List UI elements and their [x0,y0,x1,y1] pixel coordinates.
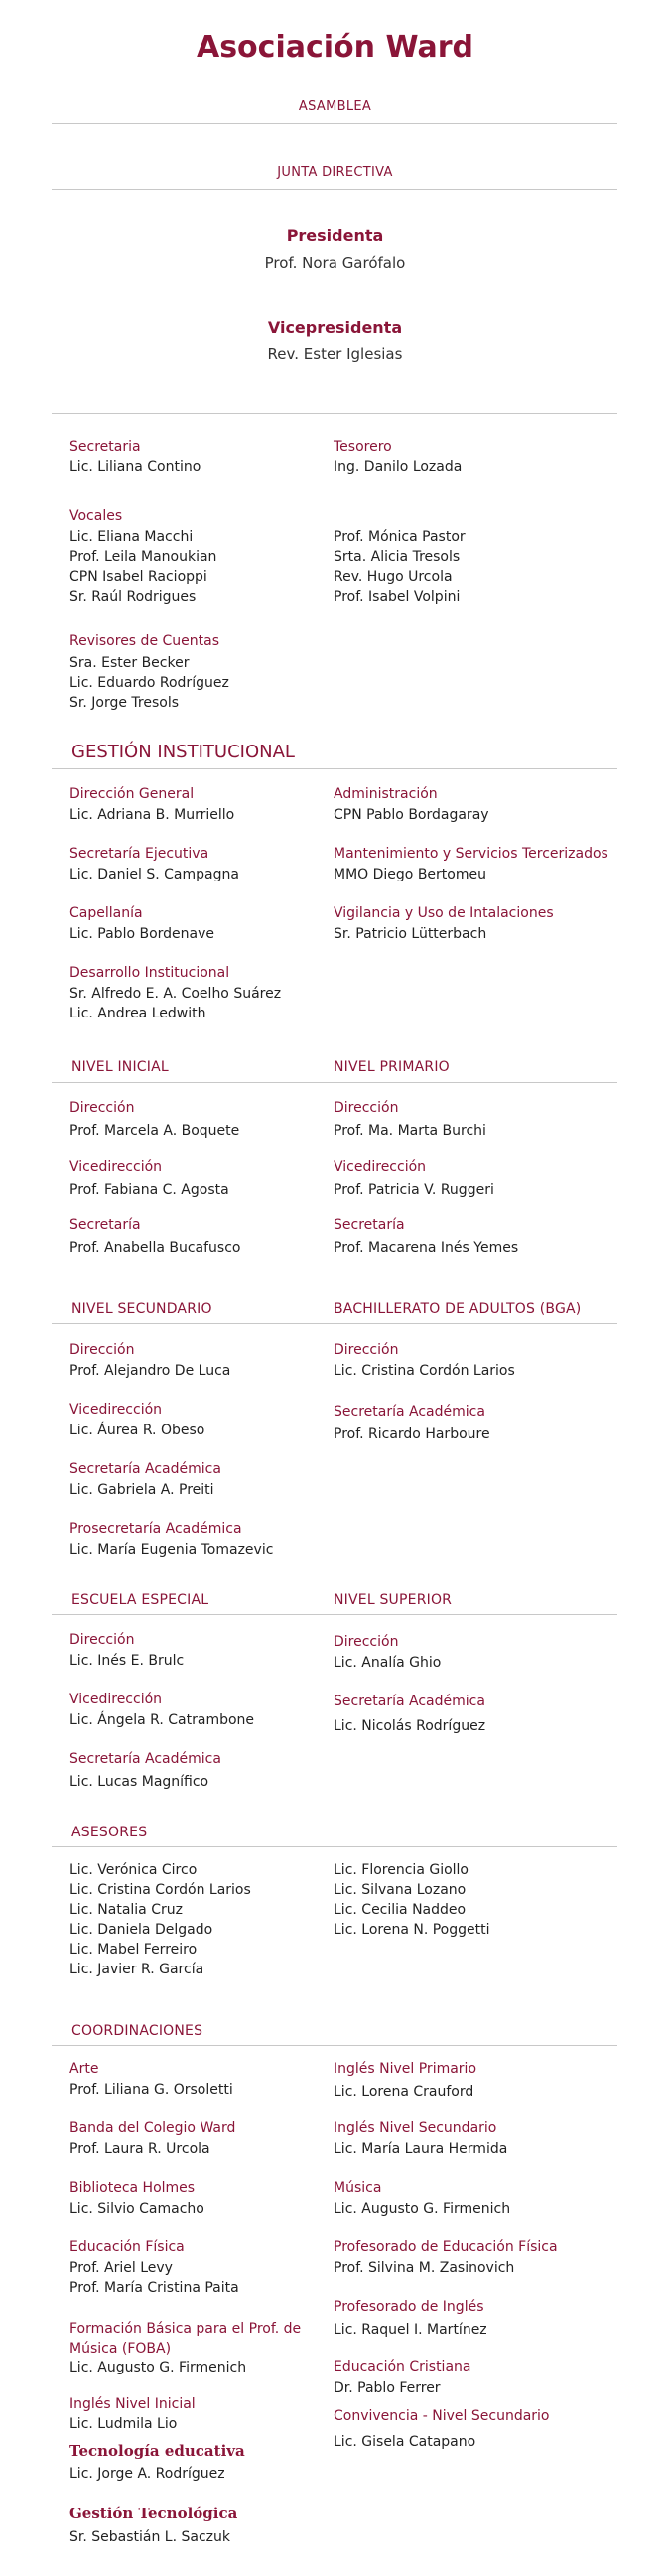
inicial-role-label: Secretaría [69,1217,141,1233]
nivel-inicial-title: NIVEL INICIAL [71,1059,169,1075]
secundario-role-label: Secretaría Académica [69,1461,221,1477]
divider [52,413,617,414]
secundario-role-name: Lic. Gabriela A. Preiti [69,1482,214,1498]
coord-name: Sr. Sebastián L. Saczuk [69,2529,230,2545]
vocal-name: Prof. Leila Manoukian [69,549,217,565]
coord-name: Prof. Silvina M. Zasinovich [334,2260,515,2276]
escuela-especial-title: ESCUELA ESPECIAL [71,1592,209,1608]
coord-name: Lic. Lorena Crauford [334,2084,474,2100]
secundario-role-label: Vicedirección [69,1402,163,1418]
gestion-role-name: Lic. Pablo Bordenave [69,926,215,942]
gestion-role-label: Dirección General [69,786,195,802]
vocal-name: Prof. Mónica Pastor [334,529,466,545]
especial-role-name: Lic. Ángela R. Catrambone [69,1712,255,1728]
coord-label: Profesorado de Inglés [334,2299,484,2315]
coord-label: Educación Cristiana [334,2359,471,2374]
divider [52,2045,617,2046]
especial-role-label: Dirección [69,1632,135,1648]
inicial-role-name: Prof. Marcela A. Boquete [69,1123,240,1139]
coord-name: Prof. Ariel Levy [69,2260,173,2276]
coord-name: Dr. Pablo Ferrer [334,2380,441,2396]
primario-role-name: Prof. Patricia V. Ruggeri [334,1182,494,1198]
gestion-role-label: Capellanía [69,905,143,921]
vicepresidenta-name: Rev. Ester Iglesias [267,345,403,363]
coord-label: Música [334,2180,382,2196]
gestion-role-name: Sr. Patricio Lütterbach [334,926,487,942]
primario-role-name: Prof. Ma. Marta Burchi [334,1123,486,1139]
asesor-name: Lic. Silvana Lozano [334,1882,467,1898]
primario-role-label: Secretaría [334,1217,405,1233]
revisor-name: Sr. Jorge Tresols [69,695,180,711]
inicial-role-name: Prof. Anabella Bucafusco [69,1240,241,1256]
especial-role-label: Secretaría Académica [69,1751,221,1767]
especial-role-label: Vicedirección [69,1692,163,1707]
revisor-name: Lic. Eduardo Rodríguez [69,675,229,691]
vicepresidenta-label: Vicepresidenta [267,318,403,337]
secretaria-label: Secretaria [69,439,141,455]
secundario-role-label: Prosecretaría Académica [69,1521,242,1537]
gestion-role-name: Lic. Adriana B. Murriello [69,807,235,823]
coord-label: Educación Física [69,2239,185,2255]
superior-role-label: Dirección [334,1634,399,1650]
coord-label: Convivencia - Nivel Secundario [334,2408,550,2424]
asesor-name: Lic. Natalia Cruz [69,1902,183,1918]
coord-label: Inglés Nivel Inicial [69,2396,196,2412]
gestion-role-name: MMO Diego Bertomeu [334,867,486,882]
nivel-primario-title: NIVEL PRIMARIO [334,1059,450,1075]
nivel-superior-title: NIVEL SUPERIOR [334,1592,453,1608]
coord-name: Lic. Raquel I. Martínez [334,2322,487,2338]
coord-label: Biblioteca Holmes [69,2180,196,2196]
bga-role-label: Secretaría Académica [334,1404,485,1420]
bga-role-label: Dirección [334,1342,399,1358]
inicial-role-label: Dirección [69,1100,135,1116]
coord-name: Lic. Ludmila Lio [69,2416,178,2432]
nivel-secundario-title: NIVEL SECUNDARIO [71,1301,212,1317]
asesor-name: Lic. Cristina Cordón Larios [69,1882,251,1898]
revisor-name: Sra. Ester Becker [69,655,190,671]
asesor-name: Lic. Florencia Giollo [334,1862,469,1878]
gestion-role-label: Secretaría Ejecutiva [69,846,209,862]
divider [52,1614,617,1615]
divider [52,1323,617,1324]
coord-label: Inglés Nivel Primario [334,2061,477,2077]
asesor-name: Lic. Javier R. García [69,1962,204,1977]
asesores-title: ASESORES [71,1825,148,1840]
vocales-label: Vocales [69,508,123,524]
gestion-role-name: Lic. Daniel S. Campagna [69,867,239,882]
divider [52,123,617,124]
gestion-role-label: Mantenimiento y Servicios Tercerizados [334,846,608,862]
divider [52,768,617,769]
superior-role-name: Lic. Analía Ghio [334,1655,442,1671]
bga-title: BACHILLERATO DE ADULTOS (BGA) [334,1301,582,1317]
gestion-title: GESTIÓN INSTITUCIONAL [71,742,295,762]
vocal-name: Rev. Hugo Urcola [334,569,453,585]
coord-label: Tecnología educativa [69,2442,245,2460]
coord-name: Prof. María Cristina Paita [69,2280,239,2296]
coord-label: Banda del Colegio Ward [69,2120,236,2136]
vocal-name: CPN Isabel Racioppi [69,569,207,585]
gestion-role-name: Lic. Andrea Ledwith [69,1006,206,1021]
vocal-name: Sr. Raúl Rodrigues [69,589,197,605]
presidenta-name: Prof. Nora Garófalo [264,254,406,272]
secundario-role-label: Dirección [69,1342,135,1358]
coord-label: Gestión Tecnológica [69,2505,238,2522]
coord-name: Lic. Augusto G. Firmenich [69,2360,247,2375]
primario-role-name: Prof. Macarena Inés Yemes [334,1240,519,1256]
presidenta-label: Presidenta [286,226,384,245]
secundario-role-name: Prof. Alejandro De Luca [69,1363,231,1379]
gestion-role-label: Vigilancia y Uso de Intalaciones [334,905,554,921]
vocal-name: Lic. Eliana Macchi [69,529,194,545]
gestion-role-label: Administración [334,786,438,802]
primario-role-label: Dirección [334,1100,399,1116]
coord-label: Arte [69,2061,99,2077]
asesor-name: Lic. Lorena N. Poggetti [334,1922,490,1938]
bga-role-name: Lic. Cristina Cordón Larios [334,1363,515,1379]
divider [52,1082,617,1083]
primario-role-label: Vicedirección [334,1159,427,1175]
especial-role-name: Lic. Lucas Magnífico [69,1774,209,1790]
coord-name: Lic. Jorge A. Rodríguez [69,2466,225,2482]
gestion-role-name: Sr. Alfredo E. A. Coelho Suárez [69,986,282,1002]
coord-label: Formación Básica para el Prof. de Música (FOBA) [69,2321,302,2357]
secretaria-name: Lic. Liliana Contino [69,459,201,475]
divider [52,1846,617,1847]
coord-name: Lic. Gisela Catapano [334,2434,476,2450]
gestion-role-label: Desarrollo Institucional [69,965,230,981]
coord-label: Profesorado de Educación Física [334,2239,558,2255]
coord-name: Lic. Augusto G. Firmenich [334,2201,511,2217]
coord-label: Inglés Nivel Secundario [334,2120,497,2136]
gestion-role-name: CPN Pablo Bordagaray [334,807,489,823]
coord-name: Lic. María Laura Hermida [334,2141,508,2157]
especial-role-name: Lic. Inés E. Brulc [69,1653,185,1669]
revisores-label: Revisores de Cuentas [69,633,219,649]
asesor-name: Lic. Mabel Ferreiro [69,1942,198,1958]
page-title: Asociación Ward [196,30,473,65]
bga-role-name: Prof. Ricardo Harboure [334,1426,490,1442]
divider [52,189,617,190]
superior-role-name: Lic. Nicolás Rodríguez [334,1718,486,1734]
tesorero-name: Ing. Danilo Lozada [334,459,463,475]
secundario-role-name: Lic. Áurea R. Obeso [69,1423,205,1438]
coord-name: Lic. Silvio Camacho [69,2201,204,2217]
inicial-role-name: Prof. Fabiana C. Agosta [69,1182,229,1198]
coord-name: Prof. Liliana G. Orsoletti [69,2082,233,2098]
inicial-role-label: Vicedirección [69,1159,163,1175]
vocal-name: Prof. Isabel Volpini [334,589,461,605]
asesor-name: Lic. Daniela Delgado [69,1922,213,1938]
vocal-name: Srta. Alicia Tresols [334,549,461,565]
superior-role-label: Secretaría Académica [334,1694,485,1709]
secundario-role-name: Lic. María Eugenia Tomazevic [69,1542,274,1558]
asamblea-label: ASAMBLEA [298,99,372,114]
asesor-name: Lic. Verónica Circo [69,1862,198,1878]
tesorero-label: Tesorero [334,439,392,455]
coordinaciones-title: COORDINACIONES [71,2023,203,2039]
coord-name: Prof. Laura R. Urcola [69,2141,210,2157]
asesor-name: Lic. Cecilia Naddeo [334,1902,467,1918]
junta-label: JUNTA DIRECTIVA [277,165,393,180]
